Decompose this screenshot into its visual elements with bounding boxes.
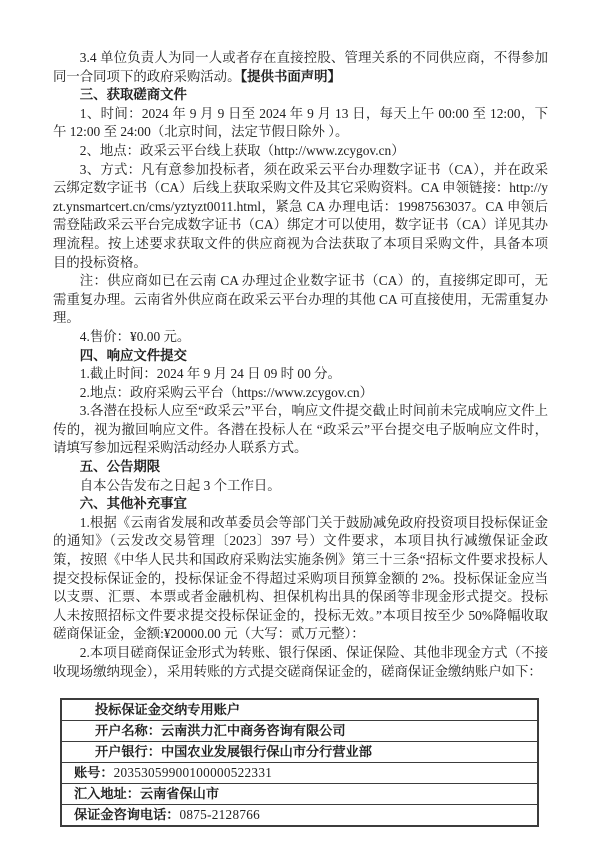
table-row-inquiry-phone: [61, 805, 538, 827]
clause-3-4-bold-note: 【提供书面声明】: [240, 68, 341, 84]
section-heading-response-submission: 四、响应文件提交: [79, 347, 187, 363]
table-row-account-name: [61, 721, 538, 742]
deposit-policy-text: 1.根据《云南省发展和改革委员会等部门关于鼓励减免政府投资项目投标保证金的通知》（云发改交易管理〔2023〕397 号）文件要求，本项目执行减缴保证金政策，按照《中华人民共和国政府采购法实施条例》第三十三条“招标文件要求投标人提交投标保证金的，投标保证金不得超过采购项目预算金额的 2%。投标保证金应当以支票、汇票、本票或者金融机构、担保机构出具的保函等非现金形式提交。投标人未按照招标文件要求提交投标保证金的，投标无效。”本项目按至少 50%降幅收取磋商保证金，金额:¥20000.00 元（大写：贰万元整）：: [53, 514, 548, 642]
bank-value: 中国农业发展银行保山市分行营业部: [160, 744, 372, 760]
section-heading-other-matters: 六、其他补充事宜: [79, 496, 187, 512]
account-name-label: 开户名称：: [95, 723, 161, 739]
inquiry-phone-value: 0875-2128766: [179, 807, 261, 823]
account-name-value: 云南洪力汇中商务咨询有限公司: [160, 723, 346, 739]
table-row-title: [61, 699, 538, 721]
clause-3-4: [53, 49, 548, 86]
deposit-account-table: [60, 698, 539, 827]
response-deadline: 1.截止时间：2024 年 9 月 24 日 09 时 00 分。: [79, 366, 341, 382]
clause-3-4-text: 3.4 单位负责人为同一人或者存在直接控股、管理关系的不同供应商，不得参加同一合同项下的政府采购活动。: [53, 50, 548, 84]
get-documents-method: 3、方式：凡有意参加投标者，须在政采云平台办理数字证书（CA），并在政采云绑定数字证书（CA）后线上获取采购文件及其它采购资料。CA 申领链接：http://yzt.ynsmartcert.cn/cms/yztyzt0011.html，紧急 CA 办理电话：19987563037。CA 申领后需登陆政采云平台完成数字证书（CA）绑定才可以使用，数字证书（CA）详见其办理流程。按上述要求获取文件的供应商视为合法获取了本项目采购文件，具备本项目的投标资格。: [53, 161, 548, 270]
get-documents-time: 1、时间：2024 年 9 月 9 日至 2024 年 9 月 13 日，每天上午 00:00 至 12:00，下午 12:00 至 24:00（北京时间，法定节假日除外 ）。: [53, 105, 548, 140]
account-number-value: 20353059900100000522331: [113, 765, 273, 781]
section-heading-announcement-period: 五、公告期限: [79, 459, 161, 475]
table-row-account-number: [61, 763, 538, 784]
announcement-period-text: 自本公告发布之日起 3 个工作日。: [79, 477, 281, 493]
remit-address-value: 云南省保山市: [139, 786, 220, 802]
deposit-payment-method-text: 2.本项目磋商保证金形式为转账、银行保函、保证保险、其他非现金方式（不接收现场缴纳现金），采用转账的方式提交磋商保证金的，磋商保证金缴纳账户如下：: [53, 645, 548, 679]
account-table-title: 投标保证金交纳专用账户: [61, 699, 538, 721]
get-documents-note: 注：供应商如已在云南 CA 办理过企业数字证书（CA）的，直接绑定即可，无需重复办理。云南省外供应商在政采云平台办理的其他 CA 可直接使用，无需重复办理。: [53, 273, 548, 326]
inquiry-phone-label: 保证金咨询电话：: [74, 807, 180, 823]
table-row-bank: [61, 742, 538, 763]
account-number-label: 账号：: [74, 765, 114, 781]
response-upload-rule: 3.各潜在投标人应至“政采云”平台，响应文件提交截止时间前未完成响应文件上传的，视为撤回响应文件。各潜在投标人在 “政采云”平台提交电子版响应文件时，请填写参加远程采购活动经办人联系方式。: [53, 403, 548, 456]
get-documents-location: 2、地点：政采云平台线上获取（http://www.zcygov.cn）: [79, 142, 405, 158]
get-documents-price: 4.售价：¥0.00 元。: [79, 328, 191, 344]
table-row-remit-address: [61, 784, 538, 805]
bank-label: 开户银行：: [95, 744, 161, 760]
remit-address-label: 汇入地址：: [74, 786, 140, 802]
response-location: 2.地点：政府采购云平台（https://www.zcygov.cn）: [79, 384, 374, 400]
section-heading-get-documents: 三、获取磋商文件: [79, 87, 187, 103]
